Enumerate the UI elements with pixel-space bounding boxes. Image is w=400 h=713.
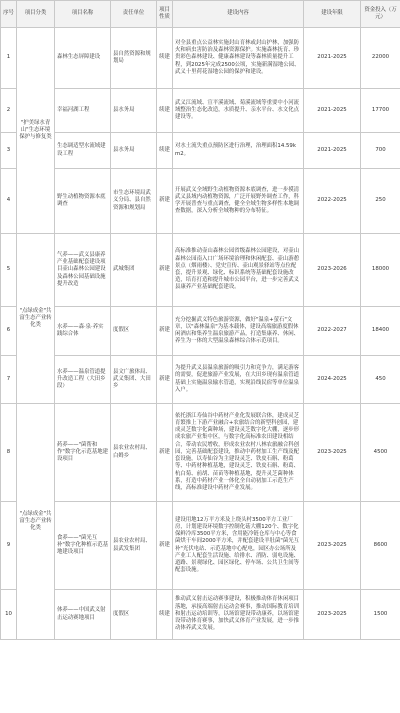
row-content: 武义江流域、宣平溪流域、菊溪流域等重要中小河流域整治生态化改造，水质提升、亲水平台、水文化点建设等。 [173,89,304,133]
header-amount: 资金投入（万元） [361,1,400,28]
row-no: 2 [1,89,17,133]
row-unit: 县文广旅体局、武义集团、大田乡 [111,356,157,404]
row-unit: 度假区 [111,590,157,640]
table-row [1,356,400,404]
row-name: 药养——"菌帮和作"数字化示范基地建设项目 [55,404,111,502]
row-amount: 18000 [361,234,400,307]
row-amount: 450 [361,356,400,404]
row-no: 6 [1,307,17,356]
row-nature: 新建 [157,404,173,502]
header-unit: 责任单位 [111,1,157,28]
table-row [1,169,400,234]
row-nature: 续建 [157,28,173,89]
row-amount: 700 [361,133,400,169]
table-row [1,590,400,640]
row-name: 幸福河湖工程 [55,89,111,133]
row-nature: 新建 [157,356,173,404]
row-name: 食养——"菌光互补"数字化种植示范基地建设项目 [55,502,111,590]
row-nature: 新建 [157,307,173,356]
category-cell: "点绿成金"共富生态产业转化类 [17,404,55,640]
row-years: 2024-2025 [304,356,361,404]
row-nature: 新建 [157,502,173,590]
header-years: 建设年限 [304,1,361,28]
row-years: 2023-2025 [304,404,361,502]
row-unit: 县农业农村局、县武发集团 [111,502,157,590]
row-unit: 县自然资源和规划局 [111,28,157,89]
row-unit: 县农业农村局、白姆乡 [111,404,157,502]
row-nature: 续建 [157,133,173,169]
table-row [1,404,400,502]
header-name: 项目名称 [55,1,111,28]
table-row [1,307,400,356]
row-content: 推动武义射击运动赛事建设，积极推动体育休闲项目落地，承接高端射击运动会赛事，推动国际教育培训和射击运动培训等，以场馆建设带动康养，以场馆建设带动体育赛事，加快武义体育产业发展，进一步推动体养武义发展。 [173,590,304,640]
row-no: 1 [1,28,17,89]
row-content: 依托浙江寿仙谷中药材产业化发展联合体，建成灵芝育繁推上下游产业融合+农旅结合的新型科创园，建成灵芝数字化菌种场，建设灵芝数字化大棚，逐步形成农旅产业集中区，与数字化高标准农田建设相结合，带动农民增收，形成农业农村八林农旅融合科创园，完善基础配套建设，推动中药材加工生产线及配套设施，以寿仙谷为主建设灵芝、铁皮石斛、粉葛等、中药材种植基地，建设灵芝、铁皮石斛、粉葛、杭白菊、前胡、苗苗等种植基地，提升灵芝菌种体系，打造中药材产业一体化全自动初加工示范生产线，高标准建设中药材产业发展。 [173,404,304,502]
row-content: 高标准推动壶山森林公园省级森林公园建设，对壶山森林公园南入口广场环境治理和休闲配套、壶山游憩景点（烟雨楼）、党史宣传、壶山观景驿站等点位配套，提升景观、绿化、标识系统等基础配套设施改造，培育打造和提升城市公园平台，进一步完善武义县康养产业基础配套建设。 [173,234,304,307]
header-nature: 项目性质 [157,1,173,28]
row-amount: 250 [361,169,400,234]
row-amount: 4500 [361,404,400,502]
header-content: 建设内容 [173,1,304,28]
table-row [1,28,400,89]
row-amount: 1500 [361,590,400,640]
row-name: 体养——中国武义射击运动赛地项目 [55,590,111,640]
category-cell: "护美绿水青山"生态环境保护与修复类 [17,28,55,234]
row-name: 水养——森·泉·养实践综合体 [55,307,111,356]
row-content: 对水土流失重点预防区进行治理，治理面积14.59km2。 [173,133,304,169]
row-no: 9 [1,502,17,590]
row-years: 2023-2025 [304,590,361,640]
table-row [1,133,400,169]
row-nature: 新建 [157,169,173,234]
row-content: 对全县重点公益林实施封山育林或封山护林，加强防火和病虫害防治及森林资源保护。实施森林抚育、珍贵彩色森林建设、健康森林建设等森林质量提升工程，到2025年完成2500公顷，实施新满湿地公园、武义十里荷花湿地公园的保护和建设。 [173,28,304,89]
row-amount: 22000 [361,28,400,89]
row-content: 充分挖掘武义特色旅游资源，做好"温泉+萤石"文章，以"森林温泉"为基本载体，建设高端旅游度假休闲酒店和集养生温泉旅游产品，打造集康养、休闲、养生为一体的大型温泉森林综合体示范项目。 [173,307,304,356]
table-header-row [1,1,400,28]
row-name: 野生动植物资源本底调查 [55,169,111,234]
category-cell: "点绿成金"共富生态产业转化类 [17,234,55,404]
header-category: 项目分类 [17,1,55,28]
table-row [1,502,400,590]
row-name: 森林生态屏障建设 [55,28,111,89]
row-years: 2021-2025 [304,133,361,169]
row-years: 2022-2027 [304,307,361,356]
row-amount: 18400 [361,307,400,356]
row-no: 10 [1,590,17,640]
row-years: 2021-2025 [304,28,361,89]
row-unit: 武城集团 [111,234,157,307]
row-no: 8 [1,404,17,502]
header-no: 序号 [1,1,17,28]
row-years: 2022-2025 [304,169,361,234]
row-unit: 市生态环境局武义分局、县自然资源和规划局 [111,169,157,234]
table-row [1,89,400,133]
row-content: 开展武义全域野生动植物资源本底调查，进一步摸清武义县域内动植物资源，广泛开展野外调查工作，科学开展普查与重点调查，健全全域生物多样性本地调查数据，深入分析全域物种的分布特征。 [173,169,304,234]
row-years: 2023-2025 [304,502,361,590]
row-unit: 县水务局 [111,133,157,169]
row-content: 为提升武义县温泉旅游的吸引力和竞争力，满足游客的需要，促进旅游产业发展，在大田乡现有温泉管道基础上实施温泉输水管道，实现沿线民宿等单位温泉入户。 [173,356,304,404]
row-nature: 续建 [157,89,173,133]
row-no: 7 [1,356,17,404]
row-nature: 续建 [157,590,173,640]
table-row [1,234,400,307]
row-amount: 17700 [361,89,400,133]
row-unit: 县水务局 [111,89,157,133]
row-nature: 新建 [157,234,173,307]
row-name: 气养——武义县康养产业基础配套建设项目壶山森林公园建设及森林公园基础设施提升改造 [55,234,111,307]
row-amount: 8600 [361,502,400,590]
row-no: 5 [1,234,17,307]
row-name: 水养——温泉管道提升改造工程（大田乡段） [55,356,111,404]
row-content: 建设用地12万平方米及上绕头村3500平方工业厂房，计划建设环境数字控制化菇大棚120个、数字化保鲜冷库3500平方米，含用能冷链仓库与中心等食菌烘干车间2000平方米，并配套建设羊肚菌"菌光互补"光伏电站、示范基地中心配电，园区办公场所及产业工人配套生活设施、给排水、消防、弱电设施、道路、景观绿化、园区绿化、停车场、公共卫生间等配套设施。 [173,502,304,590]
row-years: 2023-2026 [304,234,361,307]
row-unit: 度假区 [111,307,157,356]
row-no: 4 [1,169,17,234]
row-years: 2021-2025 [304,89,361,133]
row-no: 3 [1,133,17,169]
row-name: 生态调适型水流域建设工程 [55,133,111,169]
